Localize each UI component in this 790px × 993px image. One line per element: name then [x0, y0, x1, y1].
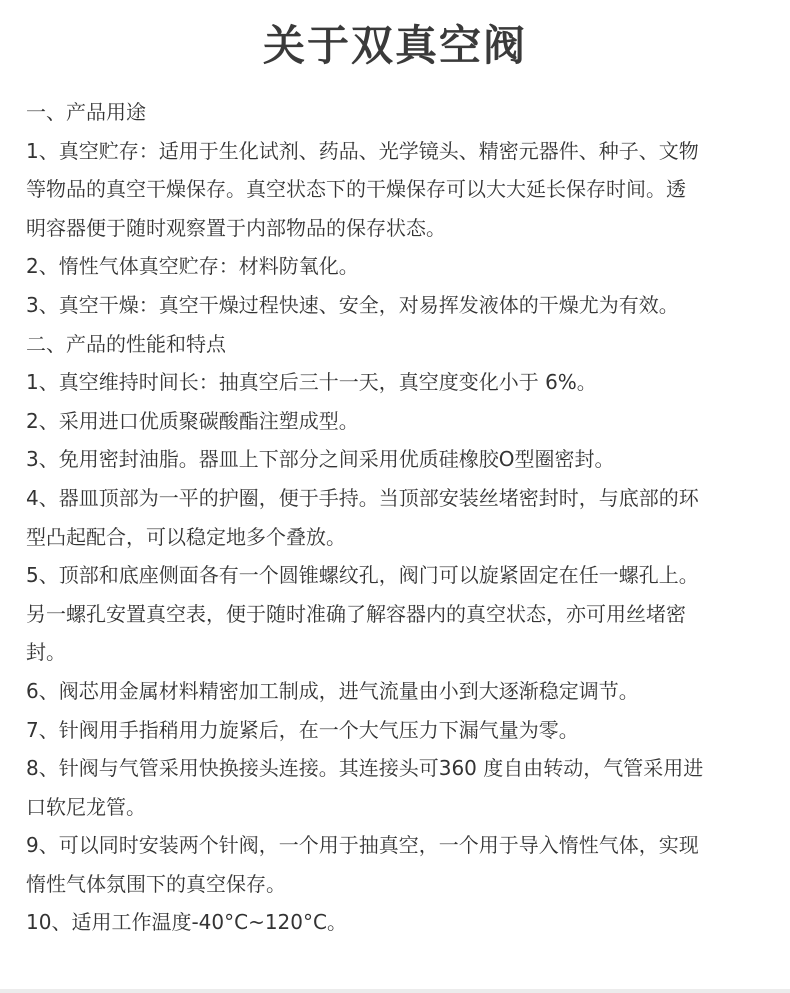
text-line: 惰性气体氛围下的真空保存。 — [26, 871, 286, 896]
text-line: 4、器皿顶部为一平的护圈，便于手持。当顶部安装丝堵密封时，与底部的环 — [26, 485, 699, 510]
text-line: 7、针阀用手指稍用力旋紧后，在一个大气压力下漏气量为零。 — [26, 717, 579, 742]
section-heading-features: 二、产品的性能和特点 — [26, 331, 226, 356]
text-line: 6、阀芯用金属材料精密加工制成，进气流量由小到大逐渐稳定调节。 — [26, 678, 639, 703]
text-line: 9、可以同时安装两个针阀，一个用于抽真空，一个用于导入惰性气体，实现 — [26, 833, 699, 858]
text-line: 5、顶部和底座侧面各有一个圆锥螺纹孔，阀门可以旋紧固定在任一螺孔上。 — [26, 563, 699, 588]
page-title: 关于双真空阀 — [262, 21, 527, 70]
text-line: 型凸起配合，可以稳定地多个叠放。 — [26, 524, 346, 549]
bottom-divider — [0, 989, 790, 993]
text-line: 另一螺孔安置真空表，便于随时准确了解容器内的真空状态，亦可用丝堵密 — [26, 601, 686, 626]
text-line: 口软尼龙管。 — [26, 794, 146, 819]
text-line: 1、真空维持时间长：抽真空后三十一天，真空度变化小于 6%。 — [26, 370, 597, 395]
text-line: 3、免用密封油脂。器皿上下部分之间采用优质硅橡胶O型圈密封。 — [26, 447, 615, 472]
section-heading-usage: 一、产品用途 — [26, 100, 146, 124]
text-line: 2、惰性气体真空贮存：材料防氧化。 — [26, 254, 359, 279]
text-line: 10、适用工作温度-40°C~120°C。 — [26, 910, 347, 935]
text-line: 3、真空干燥：真空干燥过程快速、安全，对易挥发液体的干燥尤为有效。 — [26, 292, 679, 317]
text-line: 封。 — [26, 640, 66, 665]
text-line: 2、采用进口优质聚碳酸酯注塑成型。 — [26, 408, 359, 433]
text-line: 8、针阀与气管采用快换接头连接。其连接头可360 度自由转动，气管采用进 — [26, 756, 704, 781]
text-line: 1、真空贮存：适用于生化试剂、药品、光学镜头、精密元器件、种子、文物 — [26, 138, 699, 163]
text-line: 等物品的真空干燥保存。真空状态下的干燥保存可以大大延长保存时间。透 — [26, 177, 686, 202]
document-body — [26, 93, 771, 942]
text-line: 明容器便于随时观察置于内部物品的保存状态。 — [26, 215, 446, 240]
